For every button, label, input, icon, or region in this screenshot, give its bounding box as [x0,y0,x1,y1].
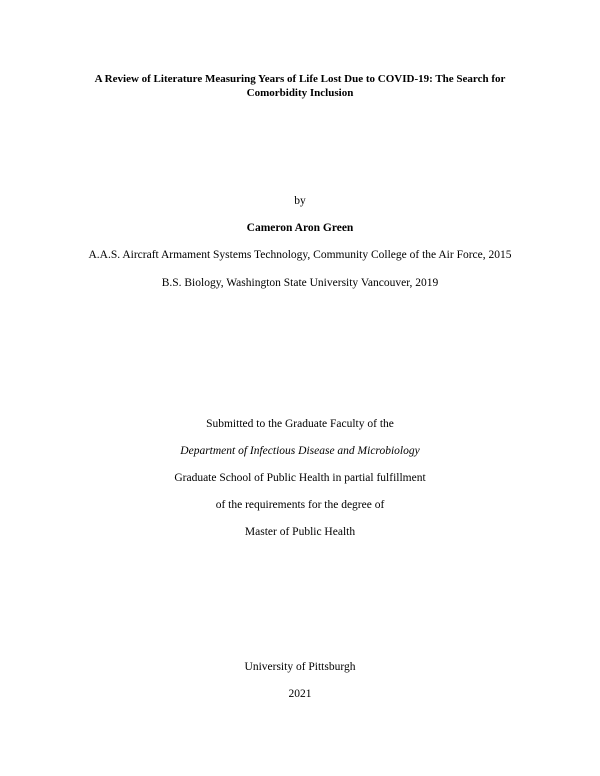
by-label: by [294,195,306,207]
submission-line-3: Graduate School of Public Health in partial fulfillment [174,472,426,484]
institution-name: University of Pittsburgh [244,661,356,673]
department-name: Department of Infectious Disease and Microbiology [180,445,420,457]
prior-degree-2: B.S. Biology, Washington State University Vancouver, 2019 [161,277,439,289]
thesis-title-line-1: A Review of Literature Measuring Years of Life Lost Due to COVID-19: The Search for [94,73,506,85]
degree-sought: Master of Public Health [244,526,356,538]
submission-line-1: Submitted to the Graduate Faculty of the [206,418,394,430]
submission-year: 2021 [288,688,312,700]
prior-degree-1: A.A.S. Aircraft Armament Systems Technology, Community College of the Air Force, 2015 [88,249,512,261]
author-name: Cameron Aron Green [246,222,354,234]
thesis-title-line-2: Comorbidity Inclusion [246,87,354,99]
submission-line-4: of the requirements for the degree of [215,499,385,511]
